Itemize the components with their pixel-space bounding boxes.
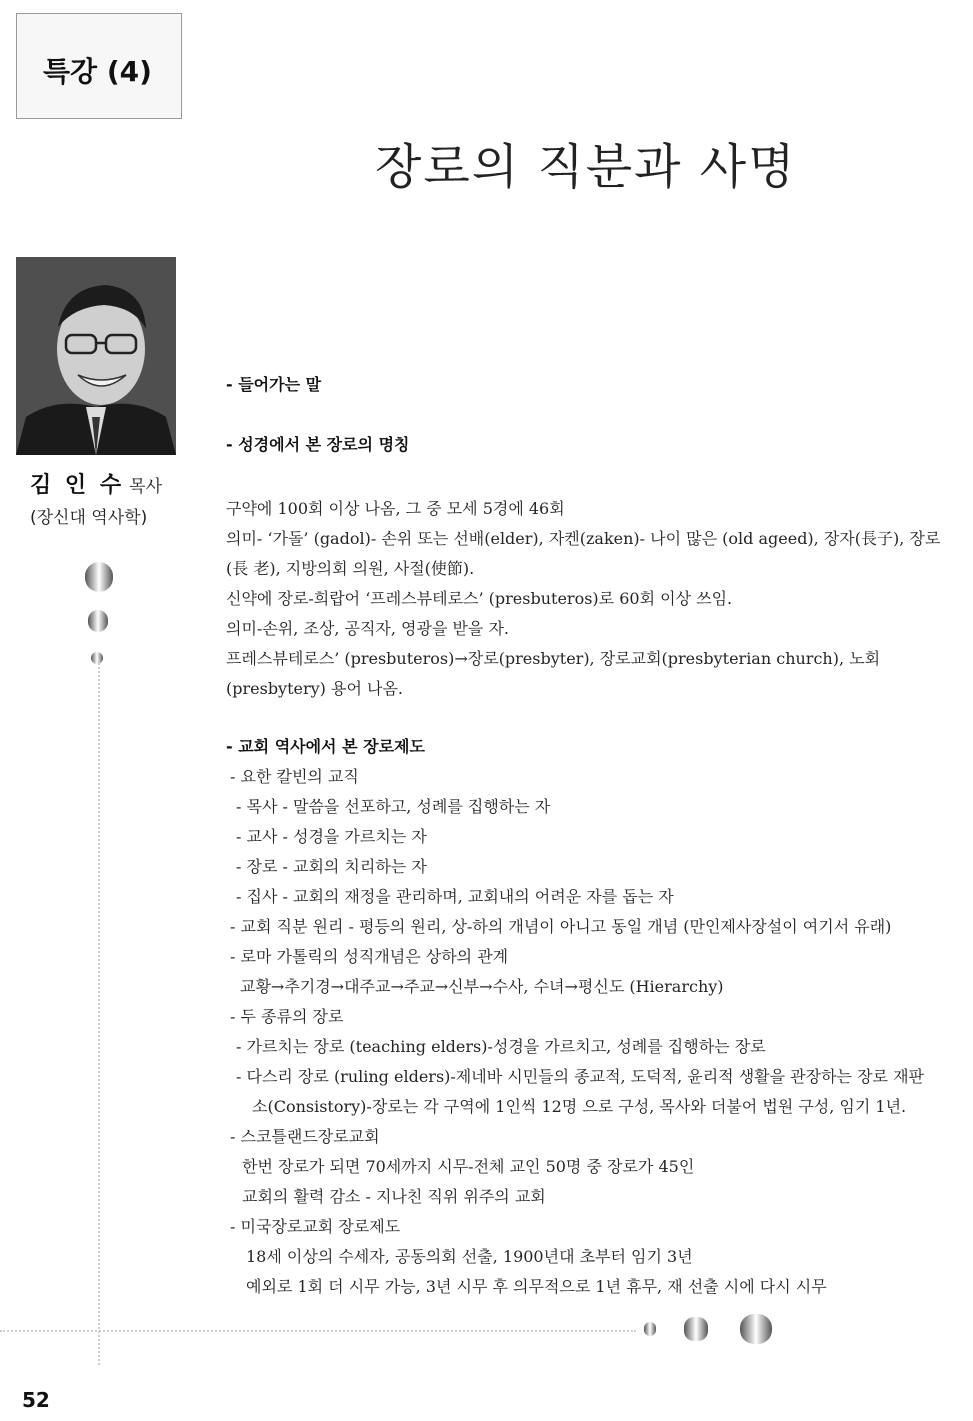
text-line: 소(Consistory)-장로는 각 구역에 1인씩 12명 으로 구성, 목사와 더불어 법원 구성, 임기 1년. <box>252 1097 907 1116</box>
author-role: 목사 <box>129 477 163 497</box>
section-heading-history: - 교회 역사에서 본 장로제도 <box>226 737 425 756</box>
text-line: 의미-손위, 조상, 공직자, 영광을 받을 자. <box>226 619 510 638</box>
capsule-ornament-icon <box>640 1312 780 1346</box>
text-line: - 목사 - 말씀을 선포하고, 성례를 집행하는 자 <box>236 797 551 816</box>
horizontal-divider <box>0 1330 636 1332</box>
text-line: 교황→추기경→대주교→주교→신부→수사, 수녀→평신도 (Hierarchy) <box>240 977 724 996</box>
text-line: 교회의 활력 감소 - 지나친 직위 위주의 교회 <box>242 1187 546 1206</box>
text-line: (長 老), 지방의회 의원, 사절(使節). <box>226 559 475 578</box>
text-line: 예외로 1회 더 시무 가능, 3년 시무 후 의무적으로 1년 휴무, 재 선출 시에 다시 시무 <box>246 1277 827 1296</box>
text-line: 의미- ‘가돌’ (gadol)- 손위 또는 선배(elder), 자켄(zaken)- 나이 많은 (old ageed), 장자(長子), 장로 <box>226 529 941 548</box>
text-line: 구약에 100회 이상 나옴, 그 중 모세 5경에 46회 <box>226 499 565 518</box>
vertical-divider <box>98 660 100 1365</box>
text-line: (presbytery) 용어 나옴. <box>226 679 404 698</box>
author-block <box>30 468 162 528</box>
text-line: 18세 이상의 수세자, 공동의회 선출, 1900년대 초부터 임기 3년 <box>246 1247 693 1266</box>
text-line: 프레스뷰테로스’ (presbuteros)→장로(presbyter), 장로교회(presbyterian church), 노회 <box>226 649 881 668</box>
text-line: - 다스리 장로 (ruling elders)-제네바 시민들의 종교적, 도덕적, 윤리적 생활을 관장하는 장로 재판 <box>236 1067 924 1086</box>
text-line: - 미국장로교회 장로제도 <box>230 1217 401 1236</box>
lecture-label-box <box>16 13 182 119</box>
capsule-ornament-icon <box>82 560 116 670</box>
text-line: - 요한 칼빈의 교직 <box>230 767 359 786</box>
text-line: - 로마 가톨릭의 성직개념은 상하의 관계 <box>230 947 509 966</box>
text-line: - 교사 - 성경을 가르치는 자 <box>236 827 427 846</box>
text-line: 한번 장로가 되면 70세까지 시무-전체 교인 50명 중 장로가 45인 <box>242 1157 695 1176</box>
text-line: - 교회 직분 원리 - 평등의 원리, 상-하의 개념이 아니고 동일 개념 (만인제사장설이 여기서 유래) <box>230 917 892 936</box>
section-heading-bible: - 성경에서 본 장로의 명칭 <box>226 435 410 454</box>
author-affiliation: (장신대 역사학) <box>30 508 148 528</box>
author-photo <box>16 257 176 455</box>
page-number: 52 <box>22 1388 50 1412</box>
text-line: - 가르치는 장로 (teaching elders)-성경을 가르치고, 성례를 집행하는 장로 <box>236 1037 766 1056</box>
section-heading-intro: - 들어가는 말 <box>226 375 322 394</box>
text-line: - 두 종류의 장로 <box>230 1007 344 1026</box>
text-line: - 집사 - 교회의 재정을 관리하며, 교회내의 어려운 자를 돕는 자 <box>236 887 674 906</box>
portrait-photo-icon <box>16 257 176 455</box>
text-line: - 장로 - 교회의 치리하는 자 <box>236 857 427 876</box>
author-name: 김 인 수 <box>30 473 125 498</box>
text-line: 신약에 장로-희랍어 ‘프레스뷰테로스’ (presbuteros)로 60회 이상 쓰임. <box>226 589 733 608</box>
text-line: - 스코틀랜드장로교회 <box>230 1127 380 1146</box>
page-title: 장로의 직분과 사명 <box>375 139 797 195</box>
lecture-label: 특강 (4) <box>43 55 152 88</box>
